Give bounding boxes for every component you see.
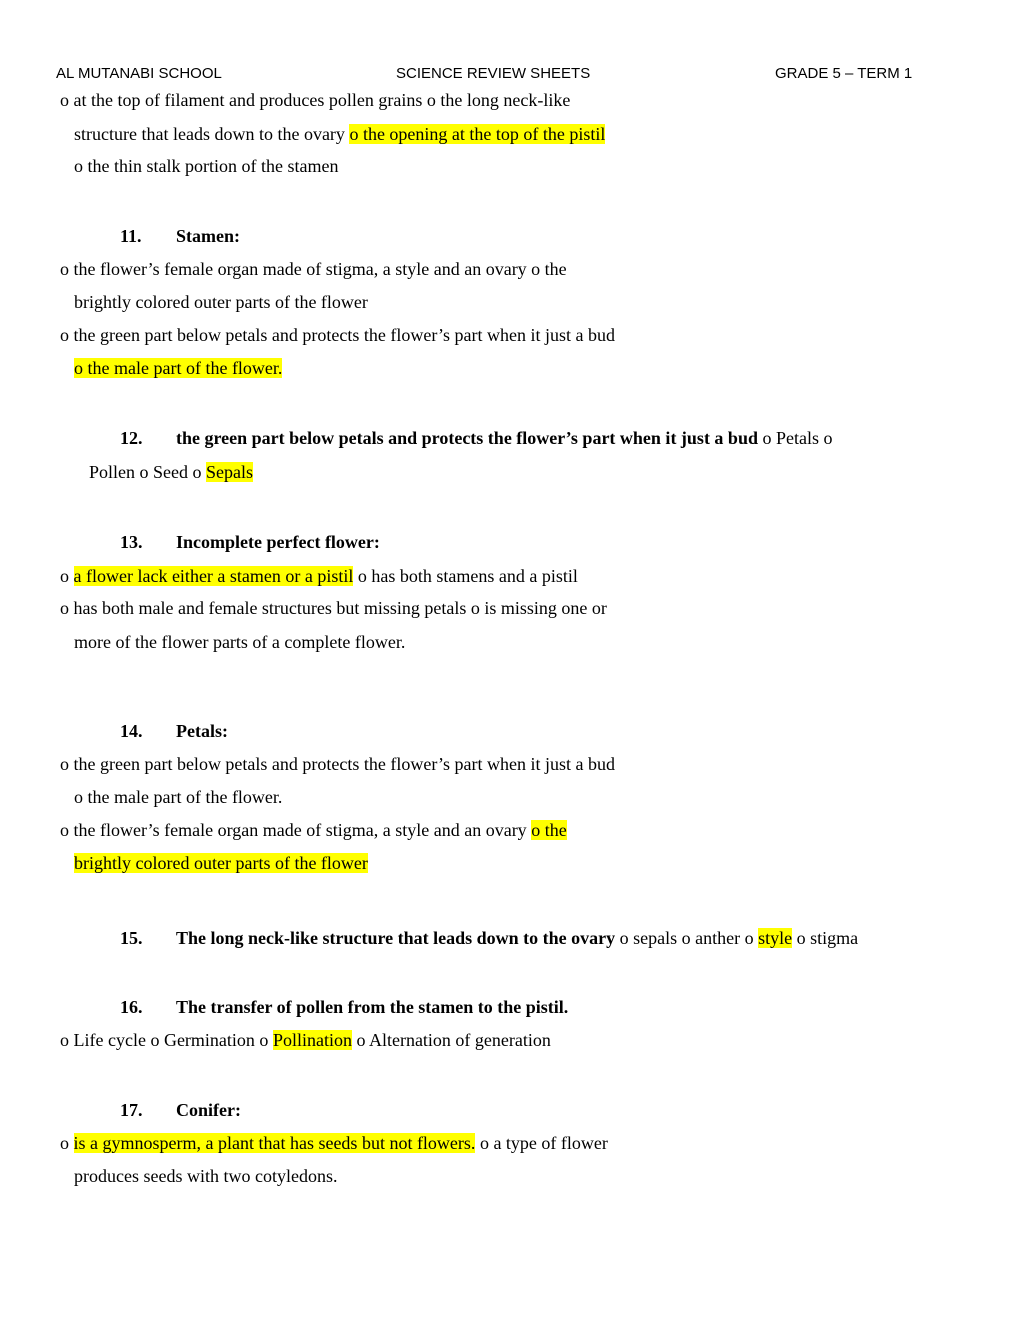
q17-highlighted-answer: is a gymnosperm, a plant that has seeds but not flowers. xyxy=(73,1133,476,1153)
q14-option-line-2: o the male part of the flower. xyxy=(74,787,283,807)
q11-option-line-1: o the flower’s female organ made of stigma, a style and an ovary o the xyxy=(60,259,567,279)
q14-title: Petals: xyxy=(176,721,228,741)
q15-highlighted-answer: style xyxy=(758,928,793,948)
q16-options-end: o Alternation of generation xyxy=(351,1030,551,1050)
q14-number: 14. xyxy=(120,721,143,741)
q15-question-line xyxy=(176,927,858,949)
q14-option-line-1: o the green part below petals and protects the flower’s part when it just a bud xyxy=(60,754,616,774)
q16-options-start: o Life cycle o Germination o xyxy=(60,1030,273,1050)
q10-option-line-3: o the thin stalk portion of the stamen xyxy=(74,156,339,176)
q17-title: Conifer: xyxy=(176,1100,241,1120)
q10-highlighted-answer: o the opening at the top of the pistil xyxy=(349,124,606,144)
q12-option-line-2 xyxy=(89,461,253,483)
q17-option-line-2: produces seeds with two cotyledons. xyxy=(74,1166,338,1186)
header-school: AL MUTANABI SCHOOL xyxy=(56,65,222,82)
q10-option-line-2 xyxy=(74,123,605,145)
q11-option-line-2: brightly colored outer parts of the flower xyxy=(74,292,368,312)
q12-title: the green part below petals and protects the flower’s part when it just a bud xyxy=(176,428,758,448)
q14-option-text: o the flower’s female organ made of stigma, a style and an ovary xyxy=(60,820,532,840)
q15-title: The long neck-like structure that leads down to the ovary xyxy=(176,928,616,948)
q17-option-text: o a type of flower xyxy=(475,1133,608,1153)
q17-bullet: o xyxy=(60,1133,74,1153)
q11-option-line-4 xyxy=(74,357,282,379)
q12-number: 12. xyxy=(120,428,143,448)
q15-options-start: o sepals o anther o xyxy=(615,928,759,948)
q13-bullet: o xyxy=(60,566,74,586)
q13-option-line-1 xyxy=(60,565,578,587)
q12-option-text: Pollen o Seed o xyxy=(89,462,206,482)
q10-option-line-1: o at the top of filament and produces pollen grains o the long neck-like xyxy=(60,90,571,110)
q13-option-line-2: o has both male and female structures but missing petals o is missing one or xyxy=(60,598,607,618)
q15-options-end: o stigma xyxy=(792,928,859,948)
q13-number: 13. xyxy=(120,532,143,552)
q12-highlighted-answer: Sepals xyxy=(206,462,253,482)
q11-highlighted-answer: o the male part of the flower. xyxy=(74,358,283,378)
q12-question-line xyxy=(176,427,832,449)
header-grade: GRADE 5 – TERM 1 xyxy=(775,65,913,82)
q11-option-line-3: o the green part below petals and protects the flower’s part when it just a bud xyxy=(60,325,616,345)
q12-options-start: o Petals o xyxy=(757,428,833,448)
q17-option-line-1 xyxy=(60,1132,608,1154)
q13-highlighted-answer: a flower lack either a stamen or a pistil xyxy=(73,566,354,586)
q13-option-text: o has both stamens and a pistil xyxy=(353,566,578,586)
q14-highlighted-answer: brightly colored outer parts of the flower xyxy=(74,853,368,873)
q16-option-line-1 xyxy=(60,1029,551,1051)
q17-number: 17. xyxy=(120,1100,143,1120)
q16-title: The transfer of pollen from the stamen to the pistil. xyxy=(176,997,569,1017)
q16-highlighted-answer: Pollination xyxy=(272,1030,352,1050)
q16-number: 16. xyxy=(120,997,143,1017)
q13-title: Incomplete perfect flower: xyxy=(176,532,380,552)
q10-option-text: structure that leads down to the ovary xyxy=(74,124,350,144)
q14-option-line-3 xyxy=(60,819,567,841)
header-title: SCIENCE REVIEW SHEETS xyxy=(396,65,591,82)
q14-option-line-4 xyxy=(74,852,368,874)
q11-title: Stamen: xyxy=(176,226,240,246)
q11-number: 11. xyxy=(120,226,142,246)
q14-highlighted-answer-start: o the xyxy=(531,820,567,840)
q15-number: 15. xyxy=(120,928,143,948)
q13-option-line-3: more of the flower parts of a complete flower. xyxy=(74,632,406,652)
